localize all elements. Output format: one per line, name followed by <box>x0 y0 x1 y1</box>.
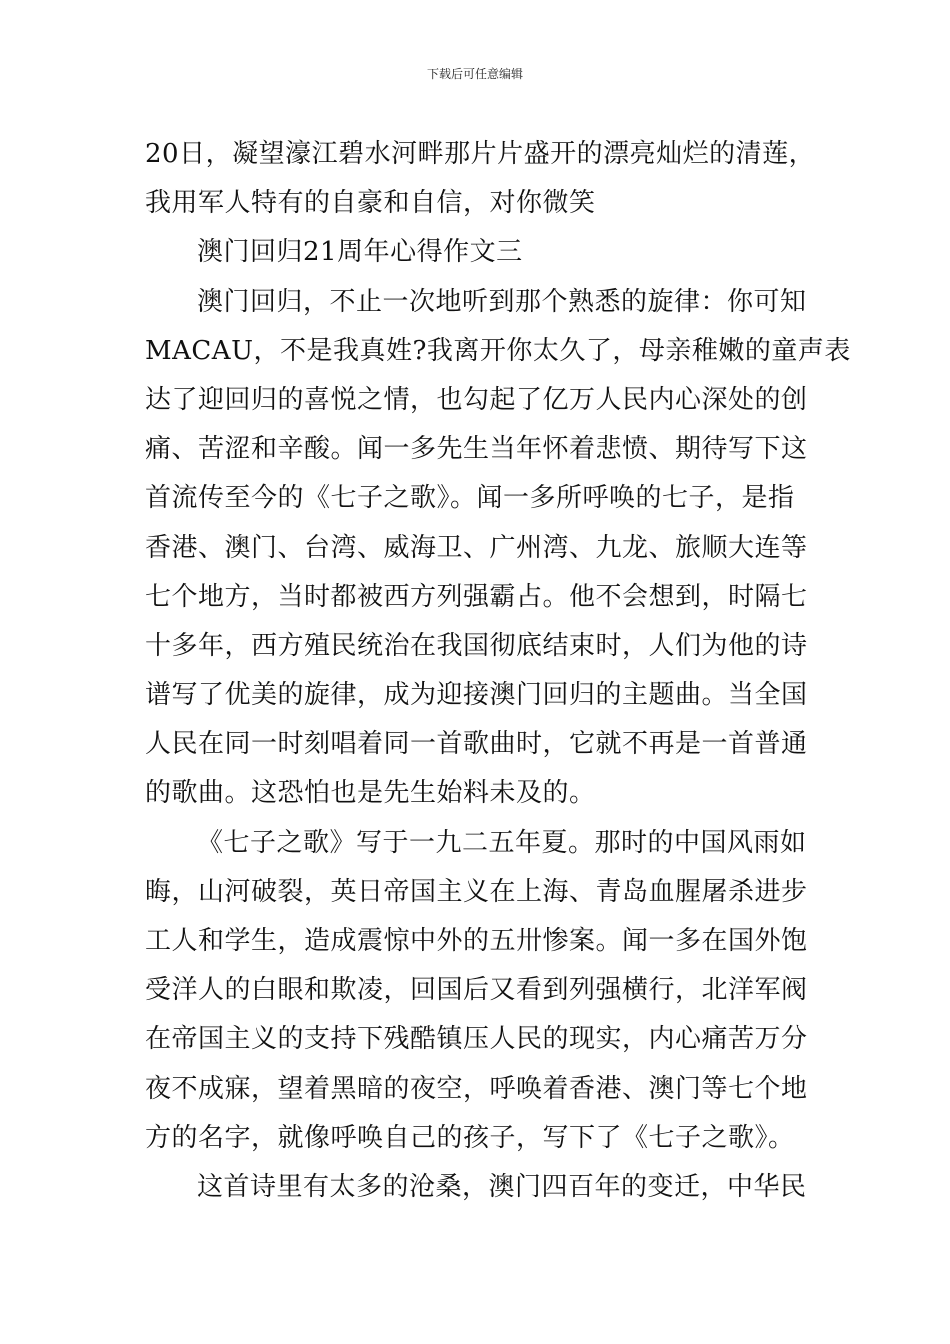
text-line: 方的名字，就像呼唤自己的孩子，写下了《七子之歌》。 <box>145 1122 795 1153</box>
text-line: 痛、苦涩和辛酸。闻一多先生当年怀着悲愤、期待写下这 <box>145 434 808 465</box>
text-line: 在帝国主义的支持下残酷镇压人民的现实，内心痛苦万分 <box>145 1024 808 1055</box>
text-line: 首流传至今的《七子之歌》。闻一多所呼唤的七子，是指 <box>145 483 795 514</box>
text-line: 达了迎回归的喜悦之情，也勾起了亿万人民内心深处的创 <box>145 384 808 415</box>
text-line: 人民在同一时刻唱着同一首歌曲时，它就不再是一首普通 <box>145 729 808 760</box>
text-line: 谱写了优美的旋律，成为迎接澳门回归的主题曲。当全国 <box>145 680 808 711</box>
text-line: 夜不成寐，望着黑暗的夜空，呼唤着香港、澳门等七个地 <box>145 1073 808 1104</box>
text-line: 七个地方，当时都被西方列强霸占。他不会想到，时隔七 <box>145 581 808 612</box>
paragraph-start: 《七子之歌》写于一九二五年夏。那时的中国风雨如 <box>197 827 807 858</box>
text-line: 工人和学生，造成震惊中外的五卅惨案。闻一多在国外饱 <box>145 926 808 956</box>
text-line: 晦，山河破裂，英日帝国主义在上海、青岛血腥屠杀进步 <box>145 876 808 907</box>
text-line: 的歌曲。这恐怕也是先生始料未及的。 <box>145 778 596 809</box>
section-title: 澳门回归21周年心得作文三 <box>197 237 523 268</box>
text-line: 香港、澳门、台湾、威海卫、广州湾、九龙、旅顺大连等 <box>145 532 808 563</box>
text-line: 我用军人特有的自豪和自信，对你微笑 <box>145 188 596 219</box>
text-line: 20日，凝望濠江碧水河畔那片片盛开的漂亮灿烂的清莲， <box>145 139 816 169</box>
paragraph-start: 澳门回归，不止一次地听到那个熟悉的旋律：你可知 <box>197 286 807 317</box>
text-line: 受洋人的白眼和欺凌，回国后又看到列强横行，北洋军阀 <box>145 975 808 1006</box>
page-header: 下载后可任意编辑 <box>426 67 523 81</box>
document-body <box>145 130 851 1212</box>
text-line: 十多年，西方殖民统治在我国彻底结束时，人们为他的诗 <box>145 630 808 661</box>
text-line: MACAU，不是我真姓?我离开你太久了，母亲稚嫩的童声表 <box>145 335 851 366</box>
paragraph-start: 这首诗里有太多的沧桑，澳门四百年的变迁，中华民 <box>197 1171 807 1202</box>
